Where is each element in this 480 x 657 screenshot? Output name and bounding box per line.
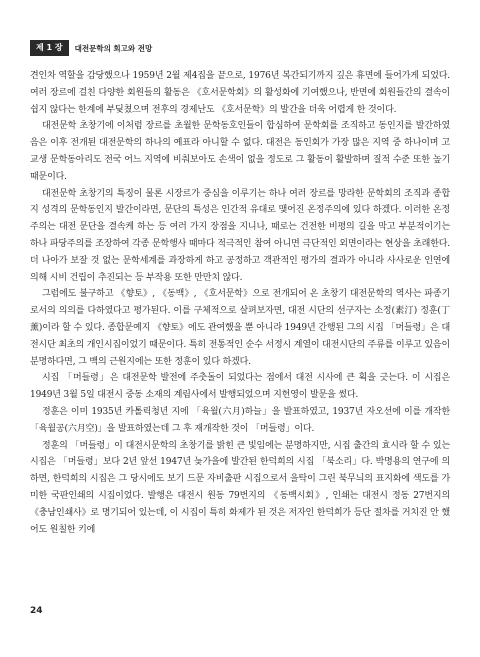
body-text xyxy=(30,68,450,538)
page-number: 24 xyxy=(30,606,43,616)
paragraph: 정훈은 이미 1935년 카톨릭청년 지에 「육월(六月)하늘」을 발표하였고, 1937년 자오선에 이를 개작한 「육월공(六月空)」을 발표하였는데 그 후 재개작한 것이 「머들령」이다. xyxy=(30,406,450,434)
chapter-badge: 제 1 장 xyxy=(30,40,69,56)
paragraph: 대전문학 초창기에 이처럼 장르를 초월한 문학동호인들이 합심하여 문학회를 조직하고 동인지를 발간하였음은 이후 전개된 대전문학의 하나의 예표라 아니할 수 없다. 대전은 동인회가 가장 많은 지역 중 하나이며 고교생 문학동아리도 전국 어느 지역에 비춰보아도 손색이 없을 정도로 그 활동이 활발하며 질적 수준 또한 높기 때문이다. xyxy=(30,121,450,182)
paragraph: 대전문학 초창기의 특징이 물론 시장르가 중심을 이루기는 하나 여러 장르를 망라한 문학회의 조직과 종합지 성격의 문학동인지 발간이라면, 문단의 특성은 인간적 유대로 맺어진 온정주의에 있다 하겠다. 이러한 온정주의는 대전 문단을 결속케 하는 등 여러 가지 장점을 지니나, 때로는 건전한 비평의 길을 막고 부분적이기는 하나 파당주의를 조장하여 각종 문학행사 때마다 적극적인 참여 아니면 극단적인 외면이라는 현상을 초래한다. 더 나아가 보잘 것 없는 문학세계를 과장하게 하고 공정하고 객관적인 평가의 결과가 아니라 사사로운 인연에 의해 시비 건립이 추진되는 등 부작용 또한 만만치 않다. xyxy=(30,188,450,283)
paragraph: 시집 「머들령」은 대전문학 발전에 주춧돌이 되었다는 점에서 대전 시사에 큰 획을 긋는다. 이 시집은 1949년 3월 5일 대전시 중동 소재의 계림사에서 발행되었으며 지헌영이 발문을 썼다. xyxy=(30,373,450,401)
paragraph: 정훈의 「머들령」이 대전시문학의 초창기를 밝힌 큰 빛임에는 분명하지만, 시집 출간의 효시라 할 수 있는 시집은 「머들령」보다 2년 앞선 1947년 늦가을에 발간된 한덕희의 시집 「북소리」다. 박명용의 연구에 의하면, 한덕희의 시집은 그 당시에도 보기 드문 자비출판 시집으로서 을탁이 그린 북무늬의 표지화에 색도를 가미한 국판인쇄의 시집이었다. 발행은 대전시 원동 79번지의 《동백시회》, 인쇄는 대전시 정동 27번지의 《충남인쇄사》로 명기되어 있는데, 이 시집이 특히 화제가 된 것은 저자인 한덕희가 등단 절차를 거치진 안 했어도 원칠한 키에 xyxy=(30,440,450,535)
paragraph: 그럼에도 불구하고 《향토》, 《동백》, 《호서문학》으로 전개되어 온 초창기 대전문학의 역사는 파종기로서의 의의를 다하였다고 평가된다. 이를 구체적으로 살펴보자면, 대전 시단의 선구자는 소정(素汀) 정훈(丁薰)이라 할 수 있다. 종합문예지 《향토》에도 관여했을 뿐 아니라 1949년 간행된 그의 시집 「머들령」은 대전시단 최초의 개인시집이었기 때문이다. 특히 전통적인 순수 서정시 계열이 대전시단의 주류를 이루고 있음이 분명하다면, 그 백의 근원지에는 또한 정훈이 있다 하겠다. xyxy=(30,289,450,367)
running-header xyxy=(30,40,152,56)
chapter-title: 대전문학의 회고와 전망 xyxy=(74,43,153,53)
paragraph: 견인차 역할을 감당했으나 1959년 2월 제4집을 끝으로, 1976년 복간되기까지 깊은 휴면에 들어가게 되었다. 여러 장르에 걸친 다양한 회원들의 활동은 《호서문학회》의 활성화에 기여했으나, 반면에 회원들간의 결속이 쉽지 않다는 한계에 부딪쳤으며 전후의 경제난도 《호서문학》의 발간을 더욱 어렵게 한 것이다. xyxy=(30,71,450,115)
